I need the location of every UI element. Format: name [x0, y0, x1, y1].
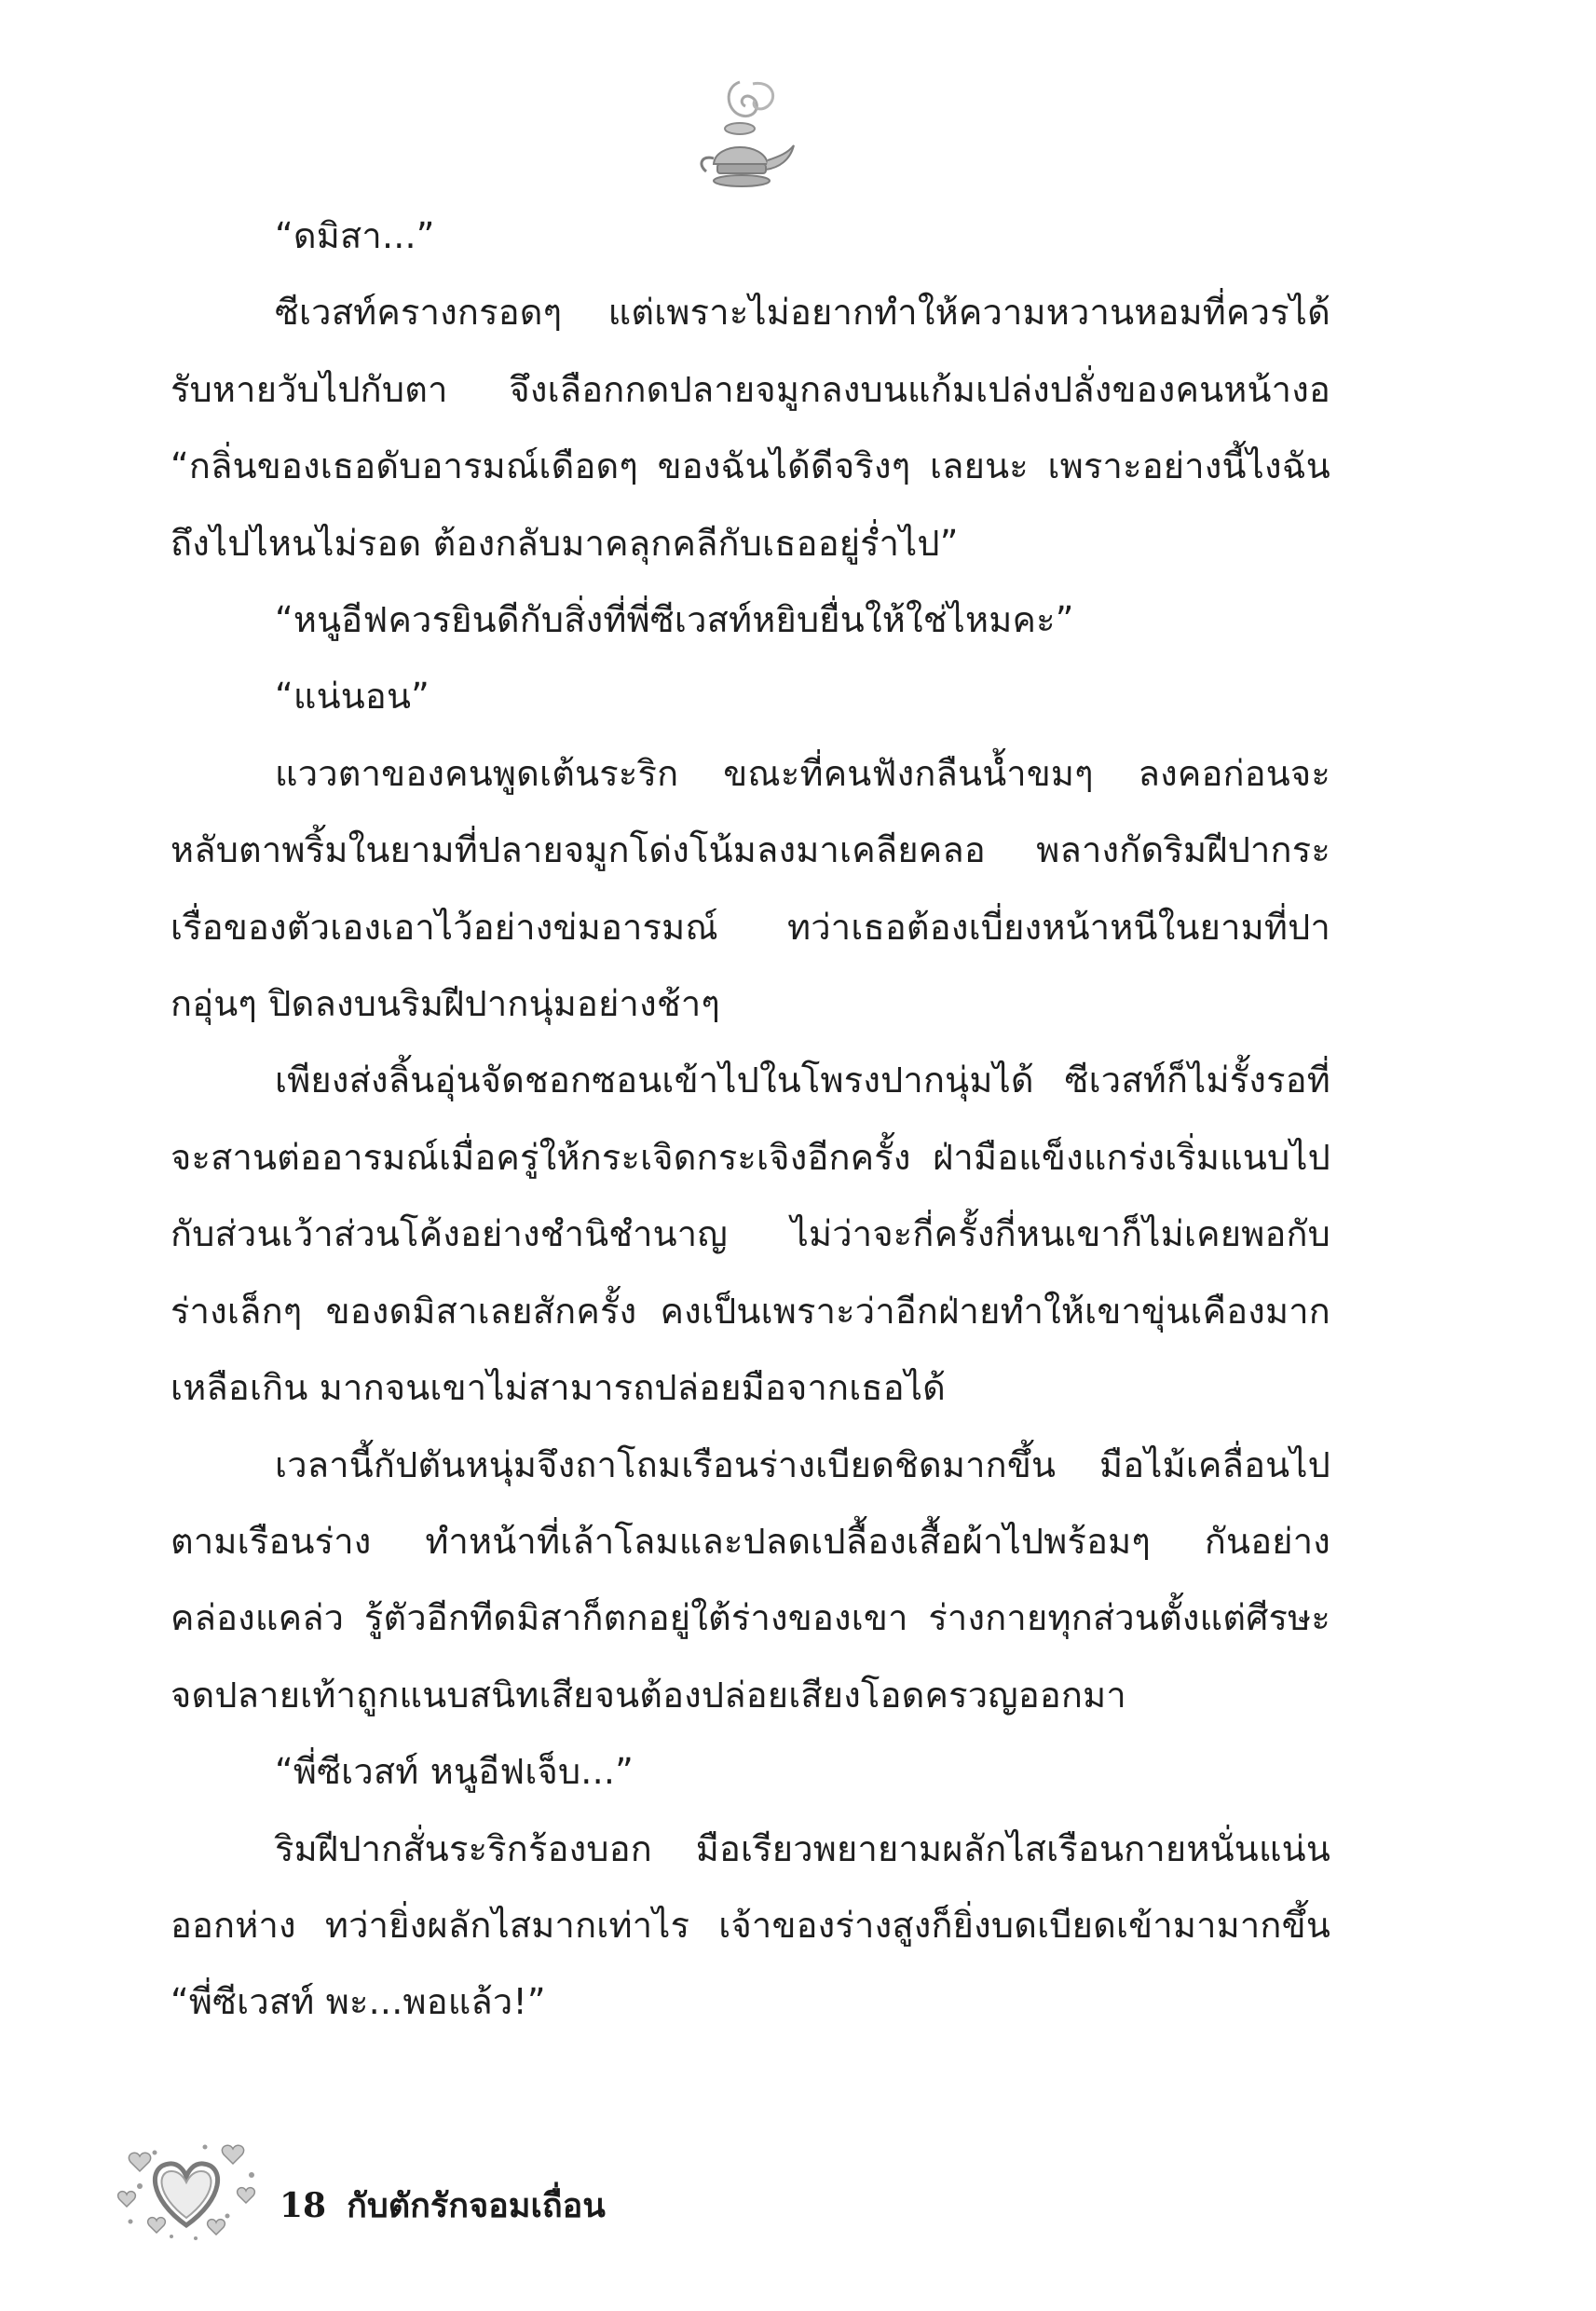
paragraph: ซีเวสท์ครางกรอดๆ แต่เพราะไม่อยากทำให้ความหวานหอมที่ควรได้รับหายวับไปกับตา จึงเลือกกดปลายจมูกลงบนแก้มเปล่งปลั่งของคนหน้างอ “กลิ่นของเธอดับอารมณ์เดือดๆ ของฉันได้ดีจริงๆ เลยนะ เพราะอย่างนี้ไงฉันถึงไปไหนไม่รอด ต้องกลับมาคลุกคลีกับเธออยู่ร่ำไป” [171, 292, 1330, 564]
paragraph: เวลานี้กัปตันหนุ่มจึงถาโถมเรือนร่างเบียดชิดมากขึ้น มือไม้เคลื่อนไปตามเรือนร่าง ทำหน้าที่เล้าโลมและปลดเปลื้องเสื้อผ้าไปพร้อมๆ กันอย่างคล่องแคล่ว รู้ตัวอีกทีดมิสาก็ตกอยู่ใต้ร่างของเขา ร่างกายทุกส่วนตั้งแต่ศีรษะจดปลายเท้าถูกแนบสนิทเสียจนต้องปล่อยเสียงโอดครวญออกมา [171, 1443, 1330, 1716]
genie-lamp-icon [686, 75, 798, 205]
footer-line [280, 2179, 606, 2232]
paragraph: เพียงส่งลิ้นอุ่นจัดชอกซอนเข้าไปในโพรงปากนุ่มได้ ซีเวสท์ก็ไม่รั้งรอที่จะสานต่ออารมณ์เมื่อครู่ให้กระเจิดกระเจิงอีกครั้ง ฝ่ามือแข็งแกร่งเริ่มแนบไปกับส่วนเว้าส่วนโค้งอย่างชำนิชำนาญ ไม่ว่าจะกี่ครั้งกี่หนเขาก็ไม่เคยพอกับร่างเล็กๆ ของดมิสาเลยสักครั้ง คงเป็นเพราะว่าอีกฝ่ายทำให้เขาขุ่นเคืองมากเหลือเกิน มากจนเขาไม่สามารถปล่อยมือจากเธอได้ [171, 1060, 1330, 1409]
paragraph: “ดมิสา...” [275, 215, 435, 256]
paragraph: “พี่ซีเวสท์ หนูอีฟเจ็บ...” [275, 1751, 634, 1793]
hearts-frame-icon [112, 2134, 261, 2246]
paragraph: ริมฝีปากสั่นระริกร้องบอก มือเรียวพยายามผลักไสเรือนกายหนั่นแน่นออกห่าง ทว่ายิ่งผลักไสมากเท่าไร เจ้าของร่างสูงก็ยิ่งบดเบียดเข้ามามากขึ้น “พี่ซีเวสท์ พะ...พอแล้ว!” [171, 1827, 1330, 2023]
paragraph: “แน่นอน” [275, 676, 430, 718]
page-footer [112, 2134, 764, 2255]
paragraph: แววตาของคนพูดเต้นระริก ขณะที่คนฟังกลืนน้ำขมๆ ลงคอก่อนจะหลับตาพริ้มในยามที่ปลายจมูกโด่งโน้มลงมาเคลียคลอ พลางกัดริมฝีปากระเรื่อของตัวเองเอาไว้อย่างข่มอารมณ์ ทว่าเธอต้องเบี่ยงหน้าหนีในยามที่ปากอุ่นๆ ปิดลงบนริมฝีปากนุ่มอย่างช้าๆ [171, 752, 1330, 1025]
book-title: กับตักรักจอมเถื่อน [347, 2186, 606, 2225]
paragraph: “หนูอีฟควรยินดีกับสิ่งที่พี่ซีเวสท์หยิบยื่นให้ใช่ไหมคะ” [275, 599, 1074, 641]
page-number: 18 [280, 2186, 327, 2225]
body-text [171, 198, 1330, 2041]
